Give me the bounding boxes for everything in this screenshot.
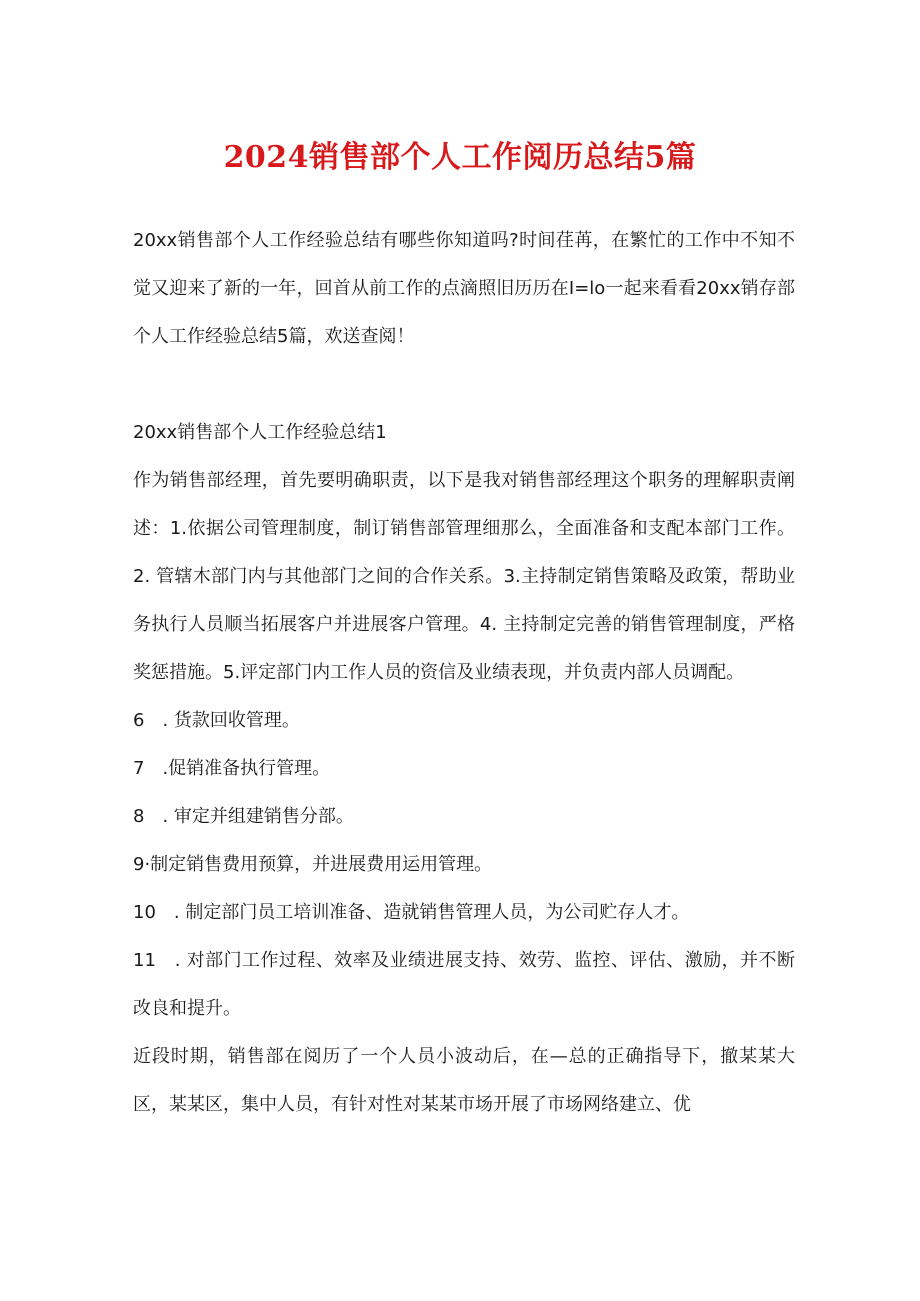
list-item-9: 9·制定销售费用预算，并进展费用运用管理。 bbox=[133, 854, 493, 875]
paragraph-spacer bbox=[133, 361, 795, 409]
list-item-7: 7 .促销准备执行管理。 bbox=[133, 758, 331, 779]
duties-paragraph: 作为销售部经理，首先要明确职责，以下是我对销售部经理这个职务的理解职责阐述：1.依据公司管理制度，制订销售部管理细那么，全面准备和支配本部门工作。2. 管辖木部门内与其他部门之间的合作关系。3.主持制定销售策略及政策，帮助业务执行人员顺当拓展客户并进展客户管理。4. 主持制定完善的销售管理制度，严格奖惩措施。5.评定部门内工作人员的资信及业绩表现，并负责内部人员调配。 bbox=[133, 470, 795, 683]
document-title: 2024销售部个人工作阅历总结5篇 bbox=[223, 140, 697, 175]
list-item-6: 6 . 货款回收管理。 bbox=[133, 710, 300, 731]
list-item-10: 10 . 制定部门员工培训准备、造就销售管理人员，为公司贮存人才。 bbox=[133, 902, 690, 923]
intro-paragraph: 20xx销售部个人工作经验总结有哪些你知道吗?时间荏苒，在繁忙的工作中不知不觉又迎来了新的一年，回首从前工作的点滴照旧历历在I=lo一起来看看20xx销存部个人工作经验总结5篇，欢送查阅！ bbox=[133, 230, 795, 347]
recent-period-paragraph: 近段时期，销售部在阅历了一个人员小波动后，在—总的正确指导下，撤某某大区，某某区，集中人员，有针对性对某某市场开展了市场网络建立、优 bbox=[133, 1046, 795, 1115]
document-body bbox=[133, 217, 795, 1129]
section-heading: 20xx销售部个人工作经验总结1 bbox=[133, 422, 387, 443]
list-item-11: 11 . 对部门工作过程、效率及业绩进展支持、效劳、监控、评估、激励，并不断改良和提升。 bbox=[133, 950, 795, 1019]
list-item-8: 8 . 审定并组建销售分部。 bbox=[133, 806, 354, 827]
